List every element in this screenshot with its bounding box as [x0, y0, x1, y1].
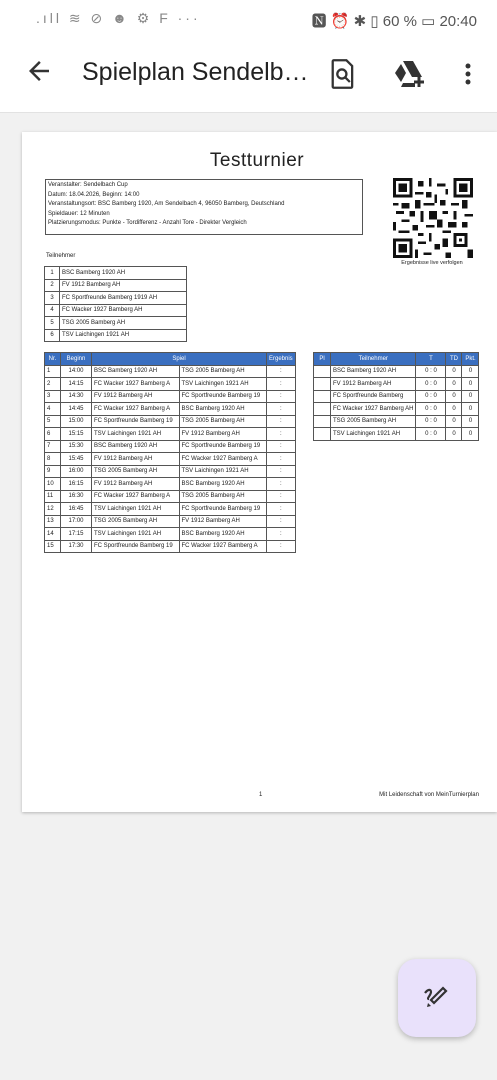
game-home-team: BSC Bamberg 1920 AH: [92, 365, 180, 378]
game-result: :: [267, 540, 296, 553]
game-home-team: TSG 2005 Bamberg AH: [92, 515, 180, 528]
game-row: [45, 453, 296, 466]
game-row: [45, 390, 296, 403]
game-time: 14:30: [61, 390, 92, 403]
game-nr: 4: [45, 403, 61, 416]
status-right: 🅽 ⏰ ✱ ▯ 60 % ▭ 20:40: [311, 13, 477, 30]
game-time: 14:15: [61, 378, 92, 391]
page-title: Spielplan Sendelb…: [82, 58, 309, 86]
standings-row: [314, 415, 479, 428]
standings-row: [314, 390, 479, 403]
game-time: 17:15: [61, 528, 92, 541]
game-row: [45, 515, 296, 528]
game-result: :: [267, 390, 296, 403]
standings-diff: 0: [446, 428, 462, 441]
game-time: 16:30: [61, 490, 92, 503]
game-time: 16:45: [61, 503, 92, 516]
standings-team: TSV Laichingen 1921 AH: [331, 428, 416, 441]
game-row: [45, 365, 296, 378]
standings-row: [314, 428, 479, 441]
standings-team: FV 1912 Bamberg AH: [331, 378, 416, 391]
game-result: :: [267, 528, 296, 541]
game-home-team: FV 1912 Bamberg AH: [92, 390, 180, 403]
drive-add-icon[interactable]: [392, 56, 426, 92]
game-result: :: [267, 403, 296, 416]
game-nr: 14: [45, 528, 61, 541]
app-bar: [0, 36, 497, 113]
col-ergebnis: Ergebnis: [267, 353, 296, 366]
game-home-team: TSV Laichingen 1921 AH: [92, 528, 180, 541]
col-team: Teilnehmer: [331, 353, 416, 366]
participant-name: TSG 2005 Bamberg AH: [60, 317, 187, 330]
participant-row: [45, 292, 187, 305]
game-row: [45, 428, 296, 441]
info-organizer: Veranstalter: Sendelbach Cup: [48, 182, 128, 188]
game-home-team: FV 1912 Bamberg AH: [92, 478, 180, 491]
info-duration: Spieldauer: 12 Minuten: [48, 210, 110, 217]
game-away-team: FC Sportfreunde Bamberg 19: [179, 503, 267, 516]
game-home-team: FV 1912 Bamberg AH: [92, 453, 180, 466]
game-row: [45, 378, 296, 391]
game-time: 14:00: [61, 365, 92, 378]
game-nr: 15: [45, 540, 61, 553]
game-nr: 10: [45, 478, 61, 491]
col-pkt: Pkt.: [462, 353, 479, 366]
standings-diff: 0: [446, 390, 462, 403]
game-result: :: [267, 465, 296, 478]
game-home-team: FC Wacker 1927 Bamberg A: [92, 403, 180, 416]
more-vert-icon[interactable]: [451, 56, 485, 92]
game-nr: 1: [45, 365, 61, 378]
game-away-team: BSC Bamberg 1920 AH: [179, 403, 267, 416]
standings-goals: 0 : 0: [416, 403, 446, 416]
participant-row: [45, 329, 187, 342]
standings-points: 0: [462, 403, 479, 416]
page-number: 1: [259, 792, 263, 798]
game-home-team: FC Sportfreunde Bamberg 19: [92, 415, 180, 428]
participant-number: 5: [45, 317, 60, 330]
game-nr: 13: [45, 515, 61, 528]
game-home-team: TSV Laichingen 1921 AH: [92, 428, 180, 441]
participant-name: FV 1912 Bamberg AH: [60, 279, 187, 292]
game-row: [45, 528, 296, 541]
participant-row: [45, 267, 187, 280]
game-away-team: FV 1912 Bamberg AH: [179, 428, 267, 441]
game-away-team: FC Wacker 1927 Bamberg A: [179, 453, 267, 466]
standings-place: [314, 378, 331, 391]
game-time: 17:30: [61, 540, 92, 553]
standings-goals: 0 : 0: [416, 415, 446, 428]
game-away-team: FC Sportfreunde Bamberg 19: [179, 440, 267, 453]
game-nr: 12: [45, 503, 61, 516]
participant-number: 2: [45, 279, 60, 292]
qr-caption: Ergebnisse live verfolgen: [401, 260, 463, 266]
col-pl: Pl: [314, 353, 331, 366]
participant-name: TSV Laichingen 1921 AH: [60, 329, 187, 342]
schedule-table: [44, 352, 296, 553]
col-nr: Nr.: [45, 353, 61, 366]
game-row: [45, 440, 296, 453]
game-time: 16:00: [61, 465, 92, 478]
standings-goals: 0 : 0: [416, 428, 446, 441]
game-row: [45, 540, 296, 553]
game-home-team: FC Wacker 1927 Bamberg A: [92, 378, 180, 391]
info-ranking-mode: Platzierungsmodus: Punkte - Tordifferenz - Anzahl Tore - Direkter Vergleich: [48, 220, 247, 226]
game-time: 14:45: [61, 403, 92, 416]
game-result: :: [267, 428, 296, 441]
game-home-team: BSC Bamberg 1920 AH: [92, 440, 180, 453]
game-result: :: [267, 515, 296, 528]
standings-diff: 0: [446, 415, 462, 428]
standings-team: FC Wacker 1927 Bamberg AH: [331, 403, 416, 416]
edit-fab-button[interactable]: [398, 959, 476, 1037]
game-row: [45, 465, 296, 478]
game-away-team: TSV Laichingen 1921 AH: [179, 465, 267, 478]
game-nr: 6: [45, 428, 61, 441]
game-time: 15:30: [61, 440, 92, 453]
participant-row: [45, 304, 187, 317]
game-away-team: TSG 2005 Bamberg AH: [179, 415, 267, 428]
game-row: [45, 415, 296, 428]
game-result: :: [267, 478, 296, 491]
game-row: [45, 478, 296, 491]
standings-table: [313, 352, 479, 441]
participant-name: BSC Bamberg 1920 AH: [60, 267, 187, 280]
game-away-team: BSC Bamberg 1920 AH: [179, 528, 267, 541]
game-time: 17:00: [61, 515, 92, 528]
status-bar: [0, 0, 497, 36]
participant-number: 6: [45, 329, 60, 342]
pdf-page: [22, 132, 497, 812]
game-nr: 5: [45, 415, 61, 428]
participants-label: Teilnehmer: [46, 253, 76, 259]
game-away-team: TSG 2005 Bamberg AH: [179, 365, 267, 378]
standings-goals: 0 : 0: [416, 365, 446, 378]
qr-code: [393, 178, 473, 258]
game-nr: 11: [45, 490, 61, 503]
participant-number: 4: [45, 304, 60, 317]
game-nr: 9: [45, 465, 61, 478]
game-row: [45, 403, 296, 416]
game-row: [45, 503, 296, 516]
participant-number: 3: [45, 292, 60, 305]
game-result: :: [267, 453, 296, 466]
standings-points: 0: [462, 365, 479, 378]
game-row: [45, 490, 296, 503]
standings-points: 0: [462, 390, 479, 403]
game-result: :: [267, 365, 296, 378]
standings-row: [314, 365, 479, 378]
game-away-team: BSC Bamberg 1920 AH: [179, 478, 267, 491]
participant-number: 1: [45, 267, 60, 280]
standings-place: [314, 365, 331, 378]
standings-goals: 0 : 0: [416, 390, 446, 403]
standings-row: [314, 403, 479, 416]
game-nr: 8: [45, 453, 61, 466]
standings-row: [314, 378, 479, 391]
game-result: :: [267, 503, 296, 516]
game-nr: 7: [45, 440, 61, 453]
standings-place: [314, 428, 331, 441]
participant-name: FC Wacker 1927 Bamberg AH: [60, 304, 187, 317]
participant-row: [45, 317, 187, 330]
game-away-team: TSV Laichingen 1921 AH: [179, 378, 267, 391]
standings-points: 0: [462, 415, 479, 428]
edit-pen-icon: [422, 981, 452, 1016]
game-time: 15:15: [61, 428, 92, 441]
standings-diff: 0: [446, 378, 462, 391]
standings-team: BSC Bamberg 1920 AH: [331, 365, 416, 378]
search-document-icon[interactable]: [326, 56, 360, 92]
game-away-team: TSG 2005 Bamberg AH: [179, 490, 267, 503]
col-spiel: Spiel: [92, 353, 267, 366]
back-arrow-icon[interactable]: [24, 56, 56, 92]
standings-place: [314, 415, 331, 428]
participant-name: FC Sportfreunde Bamberg 1919 AH: [60, 292, 187, 305]
participant-row: [45, 279, 187, 292]
game-time: 15:45: [61, 453, 92, 466]
col-t: T: [416, 353, 446, 366]
standings-place: [314, 403, 331, 416]
game-away-team: FC Wacker 1927 Bamberg A: [179, 540, 267, 553]
col-beginn: Beginn: [61, 353, 92, 366]
game-result: :: [267, 490, 296, 503]
tournament-info-box: [45, 179, 363, 235]
standings-diff: 0: [446, 403, 462, 416]
game-home-team: TSV Laichingen 1921 AH: [92, 503, 180, 516]
game-home-team: FC Sportfreunde Bamberg 19: [92, 540, 180, 553]
standings-team: TSG 2005 Bamberg AH: [331, 415, 416, 428]
standings-place: [314, 390, 331, 403]
standings-goals: 0 : 0: [416, 378, 446, 391]
game-away-team: FV 1912 Bamberg AH: [179, 515, 267, 528]
game-nr: 3: [45, 390, 61, 403]
info-date: Datum: 18.04.2026, Beginn: 14:00: [48, 191, 140, 198]
game-time: 16:15: [61, 478, 92, 491]
standings-points: 0: [462, 378, 479, 391]
game-home-team: FC Wacker 1927 Bamberg A: [92, 490, 180, 503]
game-result: :: [267, 440, 296, 453]
game-nr: 2: [45, 378, 61, 391]
game-home-team: TSG 2005 Bamberg AH: [92, 465, 180, 478]
info-venue: Veranstaltungsort: BSC Bamberg 1920, Am Sendelbach 4, 96050 Bamberg, Deutschland: [48, 201, 285, 207]
game-result: :: [267, 378, 296, 391]
game-away-team: FC Sportfreunde Bamberg 19: [179, 390, 267, 403]
status-left: .ıll ≋ ⊘ ☻ ⚙ F ···: [36, 10, 201, 26]
col-td: TD: [446, 353, 462, 366]
participants-table: [44, 266, 187, 342]
standings-diff: 0: [446, 365, 462, 378]
standings-points: 0: [462, 428, 479, 441]
footer-credit: Mit Leidenschaft von MeinTurnierplan: [379, 792, 479, 798]
game-result: :: [267, 415, 296, 428]
standings-team: FC Sportfreunde Bamberg: [331, 390, 416, 403]
game-time: 15:00: [61, 415, 92, 428]
document-title: Testturnier: [209, 150, 305, 171]
